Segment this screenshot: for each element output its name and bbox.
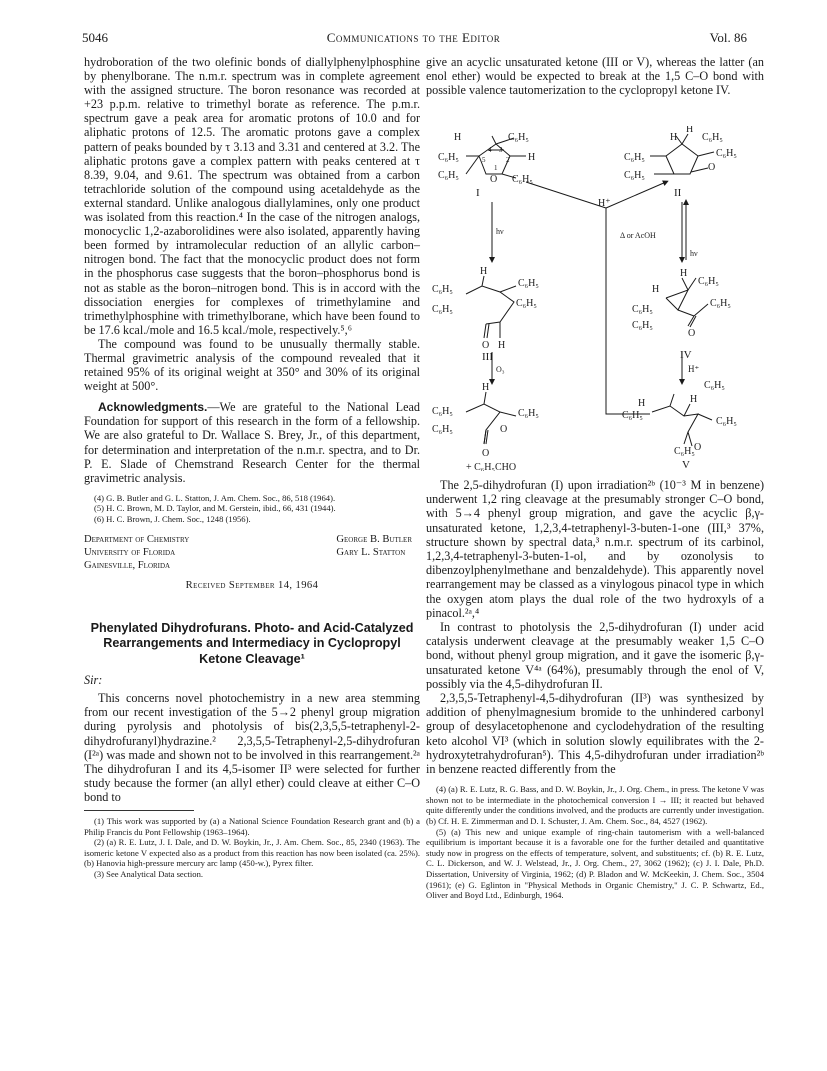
authors: George B. Butler Gary L. Statton (336, 533, 412, 558)
acid-label: Δ or AcOH (620, 231, 656, 240)
right-column-bottom (426, 478, 764, 901)
label-h: H (480, 266, 488, 277)
footnote: (3) See Analytical Data section. (94, 869, 204, 879)
paragraph: In contrast to photolysis the 2,5-dihydrofuran (I) under acid catalysis underwent cleavage at the presumably weaker 1,5 C–O bond, without phenyl group migration, and it gave the isomeric β,γ-unsaturated ketone V⁴ᵃ (64%), presumably through the enol of V, possibly via the 4,5-dihydrofuran II. (426, 620, 764, 691)
label-h: H (638, 398, 646, 409)
label-phenyl: C₆H₅ (698, 276, 719, 287)
label-phenyl: C₆H₅ (704, 380, 725, 391)
label-phenyl: C₆H₅ (516, 298, 537, 309)
h-plus-label: H⁺ (598, 198, 611, 209)
footnote: (5) H. C. Brown, M. D. Taylor, and M. Gerstein, ibid., 66, 431 (1944). (94, 503, 336, 514)
label-phenyl: C₆H₅ (716, 148, 737, 159)
footnotes (84, 493, 420, 525)
right-column-top (426, 55, 764, 97)
department: Department of Chemistry University of Florida Gainesville, Florida (84, 533, 190, 571)
acknowledgments-heading: Acknowledgments. (98, 400, 208, 415)
ring-II (666, 144, 698, 174)
arrow-I-II (606, 182, 666, 208)
ozone-label: O₃ (496, 365, 505, 374)
label-phenyl: C₆H₅ (624, 170, 645, 181)
ring-number: 5 (482, 156, 486, 164)
label-phenyl: C₆H₅ (518, 278, 539, 289)
label-oxygen: O (490, 174, 498, 185)
ring-number: 3 (499, 146, 503, 154)
label-h: H (528, 152, 536, 163)
acknowledgments (84, 400, 420, 485)
label-phenyl: C₆H₅ (624, 152, 645, 163)
label-h: H (670, 132, 678, 143)
footnotes (426, 784, 764, 901)
reaction-scheme (426, 126, 764, 471)
footnote: (6) H. C. Brown, J. Chem. Soc., 1248 (1956). (94, 514, 251, 524)
label-h: H (680, 268, 688, 279)
label-phenyl: C₆H₅ (632, 320, 653, 331)
label-oxygen: O (694, 442, 702, 453)
affiliation-block (84, 533, 420, 572)
reaction-scheme-svg (426, 126, 764, 471)
journal-section-title: Communications to the Editor (326, 30, 501, 45)
label-h: H (482, 382, 490, 393)
page-number: 5046 (82, 30, 108, 45)
volume-label: Vol. 86 (709, 30, 747, 45)
benzaldehyde-label: + C₆H₅CHO (466, 462, 517, 471)
label-phenyl: C₆H₅ (508, 132, 529, 143)
label-oxygen: O (708, 162, 716, 173)
paragraph: 2,3,5,5-Tetraphenyl-4,5-dihydrofuran (II³) was synthesized by addition of phenylmagnesium bromide to the unhindered carbonyl group of desylacetophenone and cyclodehydration of the resulting keto alcohol VI³ (which in solution slowly equilibrates with the 2-hydroxytetrahydrofuran⁵). This 4,5-dihydrofuran under irradiation²ᵇ in benzene reacted differently from the (426, 691, 764, 777)
label-phenyl: C₆H₅ (512, 174, 533, 185)
paragraph: The 2,5-dihydrofuran (I) upon irradiation²ᵇ (10⁻³ M in benzene) underwent 1,2 ring cleavage at the presumably stronger C–O bond, with 5→4 phenyl group migration, and gave the acyclic β,γ-unsaturated ketone, 1,2,3,4-tetraphenyl-3-buten-1-one (III,³ 37%, structure shown by spectral data,³ n.m.r. spectrum of its carbinol, 1,2,3,4-tetraphenyl-3-buten-1-ol, and by ozonolysis to dibenzoylphenylmethane and benzaldehyde). This apparently novel rearrangement may be classed as a vinylogous pinacol type in which the oxygen atom plays the dual role of the two hydroxyls of a pinacol.²ᵃ,⁴ (426, 478, 764, 620)
footnote: (5) (a) This new and unique example of ring-chain tautomerism with a well-balanced equilibrium is important because it is a favorable one for the further detailed and quantitative study now in progress on the effects of temperature, solvent, and substituents; cf. (b) R. E. Lutz, C. L. Dickerson, and W. J. Welstead, Jr., J. Org. Chem., 27, 3062 (1962); (c) J. I. Dale, Ph.D. Dissertation, University of Virginia, 1962; (d) P. Bladon and W. McKeekin, J. Chem. Soc., 3504 (1961); (e) G. Eglinton in "Physical Methods in Organic Chemistry," J. C. P. Schwartz, Ed., Oliver and Boyd Ltd., Edinburgh, 1964. (426, 826, 764, 901)
footnote: (1) This work was supported by (a) a National Science Foundation Research grant and (b) a Philip Francis du Pont Fellowship (1963–1964). (84, 816, 420, 837)
label-phenyl: C₆H₅ (702, 132, 723, 143)
label-phenyl: C₆H₅ (674, 446, 695, 457)
label-phenyl: C₆H₅ (438, 170, 459, 181)
label-oxygen: O (688, 328, 696, 339)
label-h: H (498, 340, 506, 351)
ring-number: 4 (488, 146, 492, 154)
article-title: Phenylated Dihydrofurans. Photo- and Acid-Catalyzed Rearrangements and Intermediacy in Cyclopropyl Ketone Cleavage¹ (90, 620, 414, 666)
label-h: H (686, 126, 694, 135)
label-phenyl: C₆H₅ (432, 284, 453, 295)
label-oxygen: O (482, 340, 490, 351)
page-header (70, 30, 757, 50)
compound-label-I: I (476, 187, 480, 199)
label-phenyl: C₆H₅ (432, 424, 453, 435)
ring-number: 2 (506, 156, 510, 164)
left-column (84, 55, 420, 880)
label-phenyl: C₆H₅ (716, 416, 737, 427)
footnote-rule (84, 810, 194, 811)
cyclopropane-IV (666, 290, 688, 310)
label-oxygen: O (500, 424, 508, 435)
label-phenyl: C₆H₅ (432, 304, 453, 315)
label-phenyl: C₆H₅ (438, 152, 459, 163)
chain-III (466, 286, 514, 324)
chain-V (652, 406, 698, 444)
received-date: Received September 14, 1964 (185, 579, 319, 591)
paragraph: hydroboration of the two olefinic bonds of diallylphenylphosphine by phenylborane. The n.m.r. spectrum was in complete agreement with the assigned structure. The boron resonance was recorded at +23 p.p.m. relative to trimethyl borate as reference. The p.m.r. spectrum gave a peak area for aromatic protons of 10.0 and for aliphatic protons of 12.5. The aromatic protons gave a complex pattern of peaks bounded by τ 3.13 and 3.31 and centered at 3.2. The aliphatic protons gave a complex pattern with peaks centered at τ 8.39, 9.04, and 9.61. The spectrum was obtained from a carbon tetrachloride solution of the compound using acetaldehyde as the external standard. Unlike analogous diallylamines, only one product was isolated from this reaction.⁴ In the case of the nitrogen analogs, monocyclic 1,2-azaborolidines were also isolated, apparently having been formed by intramolecular reduction of an allylic carbon–nitrogen bond. The fact that the monocyclic product does not form in the phosphorus case suggests that the boron–phosphorus bond is not as stable as the boron–nitrogen bond. This is in accord with the dissociation energies for complexes of trimethylamine and trimethylphosphine with trimethylborane, which have been found to be 17.6 kcal./mole and 16.5 kcal./mole, respectively.⁵,⁶ (84, 55, 420, 337)
footnotes (84, 816, 420, 880)
chain-ozonolysis (466, 404, 500, 444)
label-oxygen: O (482, 448, 490, 459)
paragraph: give an acyclic unsaturated ketone (III or V), whereas the latter (an enol ether) would be expected to break at the 1,5 C–O bond with possible valence tautomerization to the cyclopropyl ketone IV. (426, 55, 764, 98)
compound-label-II: II (674, 187, 682, 199)
hv-label: hν (690, 249, 698, 258)
ring-number: 1 (494, 164, 498, 172)
acknowledgments-text: —We are grateful to the National Lead Foundation for support of this research in the form of a fellowship. We are also grateful to Dr. Wallace S. Brey, Jr., of this department, for determination and interpretation of the n.m.r. spectra, and to Dr. P. E. Slade of Chemstrand Research Center for the thermal gravimetric analysis. (84, 400, 420, 485)
footnote: (2) (a) R. E. Lutz, J. I. Dale, and D. W. Boykin, Jr., J. Am. Chem. Soc., 85, 2340 (1963). The isomeric ketone V expected also as a product from this reaction has now been isolated (ca. 25%). (b) Hanovia high-pressure mercury arc lamp (450-w.), Pyrex filter. (84, 837, 420, 869)
paragraph: The compound was found to be unusually thermally stable. Thermal gravimetric analysis of the compound revealed that it retained 95% of its original weight at 350° and 30% of its original weight at 500°. (84, 336, 420, 394)
label-phenyl: C₆H₅ (710, 298, 731, 309)
h-plus-label: H⁺ (688, 364, 700, 374)
hv-label: hν (496, 227, 504, 236)
salutation: Sir: (84, 673, 103, 688)
footnote: (4) G. B. Butler and G. L. Statton, J. Am. Chem. Soc., 86, 518 (1964). (94, 492, 336, 503)
label-h: H (690, 394, 698, 405)
compound-label-III: III (482, 351, 493, 363)
compound-label-IV: IV (680, 349, 692, 361)
label-h: H (454, 132, 462, 143)
arrow-acid-I-V (526, 182, 650, 414)
label-h: H (652, 284, 660, 295)
footnote: (4) (a) R. E. Lutz, R. G. Bass, and D. W. Boykin, Jr., J. Org. Chem., in press. The ketone V was shown not to be intermediate in the photochemical conversion I → III; it reacted but behaved quite differently under the conditions involved, and the products are currently under investigation. (b) Cf. H. E. Zimmerman and D. I. Schuster, J. Am. Chem. Soc., 84, 4527 (1962). (426, 784, 764, 827)
label-phenyl: C₆H₅ (518, 408, 539, 419)
label-phenyl: C₆H₅ (432, 406, 453, 417)
paragraph: This concerns novel photochemistry in a new area stemming from our recent investigation of the 5→2 phenyl group migration during pyrolysis and photolysis of bis(2,3,5,5-tetraphenyl-2-dihydrofuranyl)hydrazine.² 2,3,5,5-Tetraphenyl-2,5-dihydrofuran (I²ᵃ) was made and shown not to be involved in this rearrangement.²ᵃ The dihydrofuran I and its 4,5-isomer II³ were selected for further study because the former (an allyl ether) could cleave at either C–O bond to (84, 691, 420, 804)
compound-label-V: V (682, 459, 690, 471)
label-phenyl: C₆H₅ (632, 304, 653, 315)
label-phenyl: C₆H₅ (622, 410, 643, 421)
